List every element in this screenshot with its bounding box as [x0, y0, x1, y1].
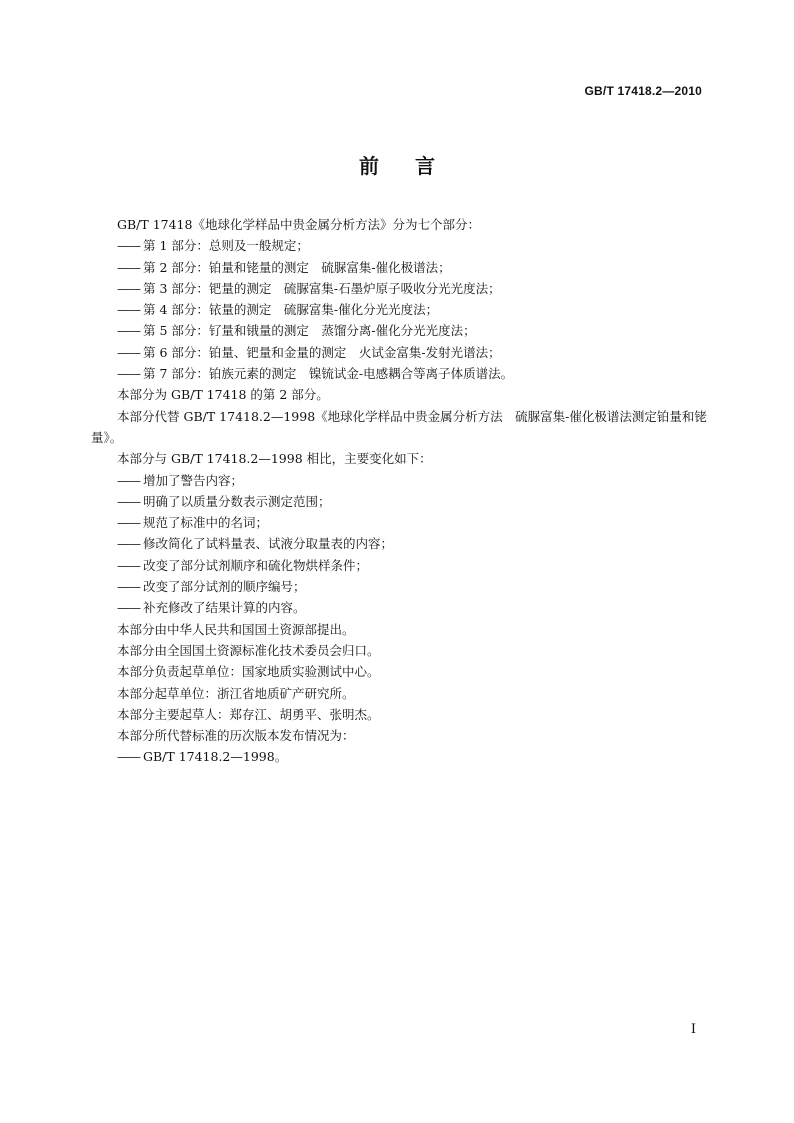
dash-mark: ——	[117, 749, 140, 765]
list-item: —— 增加了警告内容；	[91, 470, 707, 491]
list-item: —— 第 5 部分：钌量和锇量的测定 蒸馏分离-催化分光光度法；	[91, 320, 707, 341]
list-item: —— 第 2 部分：铂量和铑量的测定 硫脲富集-催化极谱法；	[91, 257, 707, 278]
replaces-paragraph: 本部分代替 GB/T 17418.2—1998《地球化学样品中贵金属分析方法 硫脲富集-催化极谱法测定铂量和铑量》。	[91, 408, 707, 445]
dash-mark: ——	[117, 302, 140, 318]
page-number: I	[690, 1022, 696, 1037]
statement-paragraph: 本部分起草单位：浙江省地质矿产研究所。	[117, 685, 355, 701]
dash-mark: ——	[117, 536, 140, 552]
dash-mark: ——	[117, 472, 140, 488]
statement-paragraph: 本部分负责起草单位：国家地质实验测试中心。	[117, 664, 380, 680]
list-item: —— 修改简化了试料量表、试液分取量表的内容；	[91, 533, 707, 554]
list-item: —— 规范了标准中的名词；	[91, 512, 707, 533]
statement-paragraph: 本部分由中华人民共和国国土资源部提出。	[117, 621, 355, 637]
document-body	[91, 214, 707, 768]
dash-mark: ——	[117, 557, 140, 573]
dash-mark: ——	[117, 515, 140, 531]
dash-mark: ——	[117, 280, 140, 296]
dash-mark: ——	[117, 493, 140, 509]
statement-paragraph: 本部分由全国国土资源标准化技术委员会归口。	[117, 642, 380, 658]
statement-paragraph: 本部分主要起草人：郑存江、胡勇平、张明杰。	[117, 706, 380, 722]
list-item: —— 改变了部分试剂顺序和硫化物烘样条件；	[91, 555, 707, 576]
page-title: 前言	[359, 154, 471, 178]
this-part-paragraph: 本部分为 GB/T 17418 的第 2 部分。	[117, 387, 329, 403]
standard-code: GB/T 17418.2—2010	[584, 84, 702, 98]
list-item: —— 第 7 部分：铂族元素的测定 镍锍试金-电感耦合等离子体质谱法。	[91, 363, 707, 384]
dash-mark: ——	[117, 366, 140, 382]
dash-mark: ——	[117, 579, 140, 595]
changes-intro-paragraph: 本部分与 GB/T 17418.2—1998 相比，主要变化如下：	[117, 451, 432, 467]
list-item: —— 第 1 部分：总则及一般规定；	[91, 235, 707, 256]
list-item: —— 第 4 部分：铱量的测定 硫脲富集-催化分光光度法；	[91, 299, 707, 320]
list-item: —— 第 6 部分：铂量、钯量和金量的测定 火试金富集-发射光谱法；	[91, 342, 707, 363]
statement-paragraph: 本部分所代替标准的历次版本发布情况为：	[117, 728, 355, 744]
dash-mark: ——	[117, 259, 140, 275]
list-item: —— 第 3 部分：钯量的测定 硫脲富集-石墨炉原子吸收分光光度法；	[91, 278, 707, 299]
list-item: —— GB/T 17418.2—1998。	[91, 746, 707, 767]
dash-mark: ——	[117, 323, 140, 339]
intro-paragraph: GB/T 17418《地球化学样品中贵金属分析方法》分为七个部分：	[117, 217, 480, 232]
dash-mark: ——	[117, 238, 140, 254]
list-item: —— 明确了以质量分数表示测定范围；	[91, 491, 707, 512]
dash-mark: ——	[117, 600, 140, 616]
list-item: —— 改变了部分试剂的顺序编号；	[91, 576, 707, 597]
list-item: —— 补充修改了结果计算的内容。	[91, 597, 707, 618]
dash-mark: ——	[117, 344, 140, 360]
